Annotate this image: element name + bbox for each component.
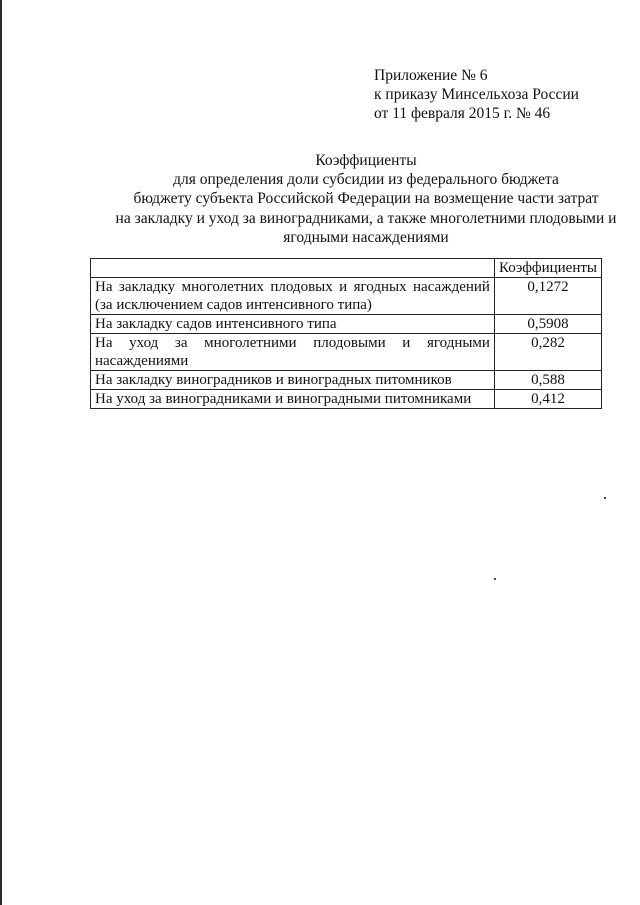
appendix-order-ref: к приказу Минсельхоза России	[374, 86, 579, 103]
table-header-row	[91, 259, 602, 278]
row-value: 0,282	[494, 334, 601, 371]
row-value: 0,412	[494, 390, 601, 409]
table-row	[91, 334, 602, 371]
row-name: На уход за многолетними плодовыми и ягодными насаждениями	[91, 334, 495, 371]
table-row	[91, 371, 602, 390]
title-line: бюджету субъекта Российской Федерации на возмещение части затрат	[133, 190, 599, 208]
title-line: на закладку и уход за виноградниками, а также многолетними плодовыми и	[115, 209, 617, 227]
table-row	[91, 390, 602, 409]
row-name: На уход за виноградниками и виноградными питомниками	[91, 390, 495, 409]
scan-speck	[604, 497, 606, 499]
table-row	[91, 315, 602, 334]
title-line: для определения доли субсидии из федерального бюджета	[173, 171, 559, 189]
appendix-number: Приложение № 6	[374, 67, 488, 84]
coefficients-table	[90, 258, 602, 409]
table-row	[91, 278, 602, 315]
appendix-reference	[374, 66, 579, 123]
header-cell-empty	[91, 259, 495, 278]
row-value: 0,588	[494, 371, 601, 390]
row-value: 0,1272	[494, 278, 601, 315]
scan-speck	[494, 578, 496, 580]
row-value: 0,5908	[494, 315, 601, 334]
title-heading: Коэффициенты	[315, 152, 417, 169]
appendix-order-date: от 11 февраля 2015 г. № 46	[374, 105, 551, 122]
scan-left-edge	[0, 0, 2, 905]
row-name: На закладку садов интенсивного типа	[91, 315, 495, 334]
header-cell-coefficients: Коэффициенты	[494, 259, 601, 278]
row-name: На закладку виноградников и виноградных питомников	[91, 371, 495, 390]
document-title	[60, 151, 640, 247]
title-line: ягодными насаждениями	[283, 228, 449, 246]
row-name: На закладку многолетних плодовых и ягодных насаждений (за исключением садов интенсивного типа)	[91, 278, 495, 315]
